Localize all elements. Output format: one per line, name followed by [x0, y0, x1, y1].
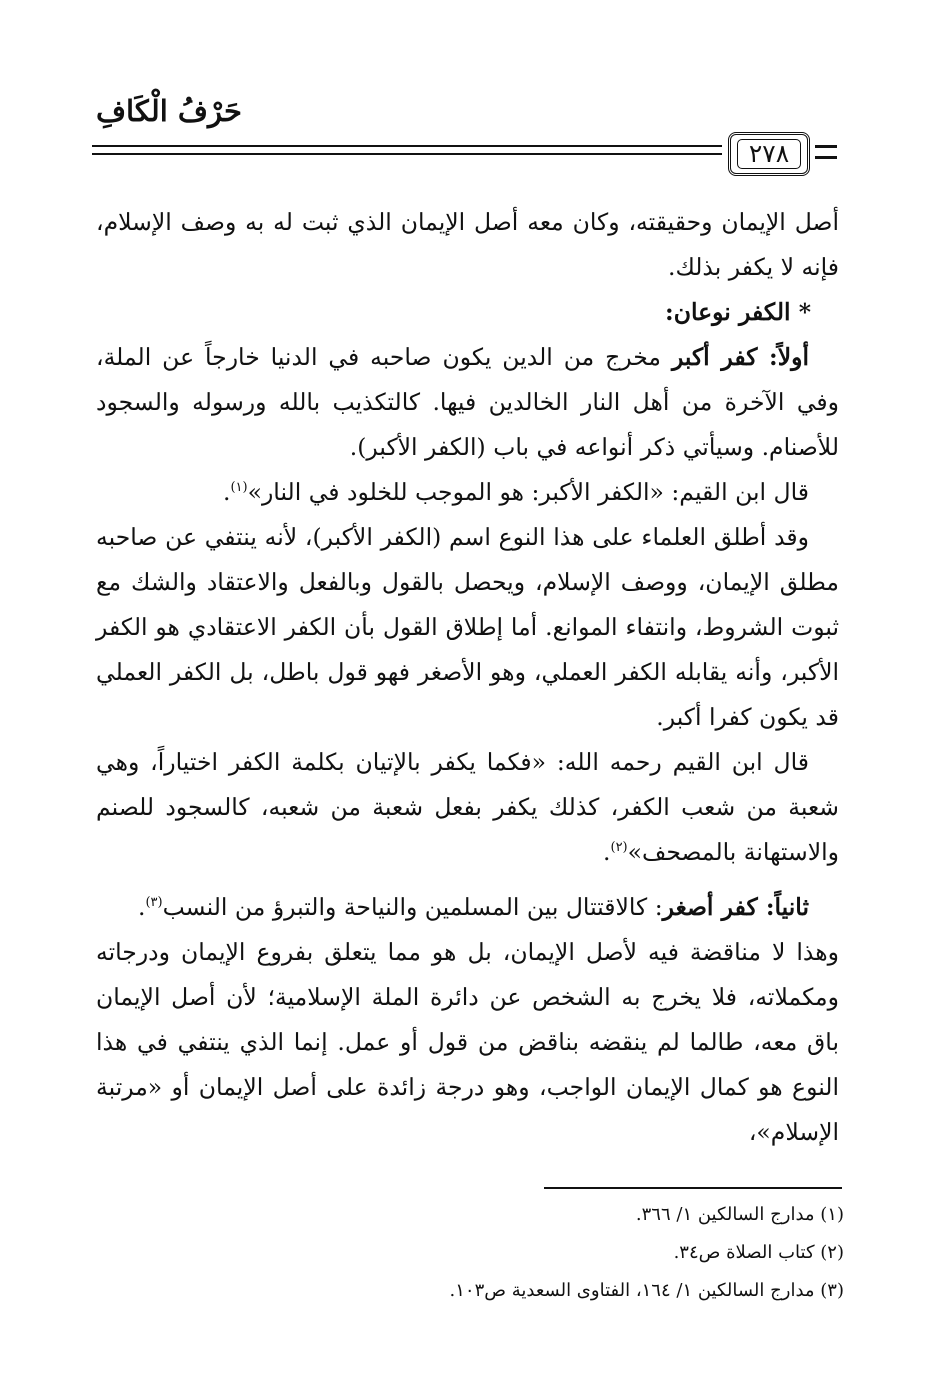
footnote-ref-1: (١) [230, 480, 248, 496]
page-number-box [728, 132, 810, 176]
paragraph-major-kufr [96, 335, 839, 470]
paragraph-scholars: وقد أطلق العلماء على هذا النوع اسم (الكفر الأكبر)، لأنه ينتفي عن صاحبه مطلق الإيمان، ووصف الإسلام، ويحصل بالقول وبالفعل والاعتقاد والشك مع ثبوت الشروط، وانتفاء الموانع. أما إطلاق القول بأن الكفر الاعتقادي هو الكفر الأكبر، وأنه يقابله الكفر العملي، وهو الأصغر فهو قول باطل، بل الكفر العملي قد يكون كفرا أكبر. [96, 523, 839, 731]
running-header-title: حَرْفُ الْكَافِ [96, 94, 242, 128]
paragraph-ibn-qayyim-quote-2: قال ابن القيم رحمه الله: «فكما يكفر بالإتيان بكلمة الكفر اختياراً، وهي شعبة من شعب الكفر، كذلك يكفر بفعل شعبة من شعبه، كالسجود للصنم والاستهانة بالمصحف»$^{(٢)}$. [96, 748, 839, 866]
paragraph-ibn-qayyim-quote-1: قال ابن القيم: «الكفر الأكبر: هو الموجب للخلود في النار»$^{(١)}$. [222, 478, 809, 506]
paragraph-continuation: أصل الإيمان وحقيقته، وكان معه أصل الإيمان الذي ثبت له به وصف الإسلام، فإنه لا يكفر بذلك. [96, 208, 839, 281]
major-kufr-text: مخرج من الدين يكون صاحبه في الدنيا خارجاً عن الملة، وفي الآخرة من أهل النار الخالدين فيها. كالتكذيب بالله ورسوله والسجود للأصنام. وسيأتي ذكر أنواعه في باب (الكفر الأكبر). [96, 343, 839, 461]
footnote-ref-3: (٣) [145, 895, 163, 911]
footnote-ref-2: (٢) [610, 840, 628, 856]
minor-kufr-text: : كالاقتتال بين المسلمين والنياحة والتبرؤ من النسب [162, 893, 663, 921]
footnote-2: (٢) كتاب الصلاة ص٣٤. [673, 1242, 844, 1263]
footnote-1: (١) مدارج السالكين ١/ ٣٦٦. [635, 1204, 844, 1225]
header-rule-bottom [92, 153, 722, 155]
section-heading: * الكفر نوعان: [665, 298, 811, 326]
main-text [96, 200, 839, 1155]
page-number-ornament [815, 145, 837, 165]
major-kufr-lead: أولاً: كفر أكبر [671, 343, 810, 371]
page-number: ٢٧٨ [748, 139, 790, 168]
minor-kufr-lead: ثانياً: كفر أصغر [662, 893, 809, 921]
paragraph-explanation: وهذا لا مناقضة فيه لأصل الإيمان، بل هو مما يتعلق بفروع الإيمان ودرجاته ومكملاته، فلا يخرج به الشخص عن دائرة الملة الإسلامية؛ لأن أصل الإيمان باق معه، طالما لم ينقضه بناقض من قول أو عمل. إنما الذي ينتفي في هذا النوع هو كمال الإيمان الواجب، وهو درجة زائدة على أصل الإيمان أو «مرتبة الإسلام»، [96, 938, 839, 1146]
paragraph-minor-kufr: ثانياً: كفر أصغر: كالاقتتال بين المسلمين والنياحة والتبرؤ من النسب$^{(٣)}$. [137, 893, 809, 921]
footnotes [96, 1196, 844, 1310]
header-rule-top [92, 145, 722, 147]
footnote-3: (٣) مدارج السالكين ١/ ١٦٤، الفتاوى السعدية ص١٠٣. [449, 1280, 844, 1301]
footnote-separator [544, 1187, 842, 1189]
